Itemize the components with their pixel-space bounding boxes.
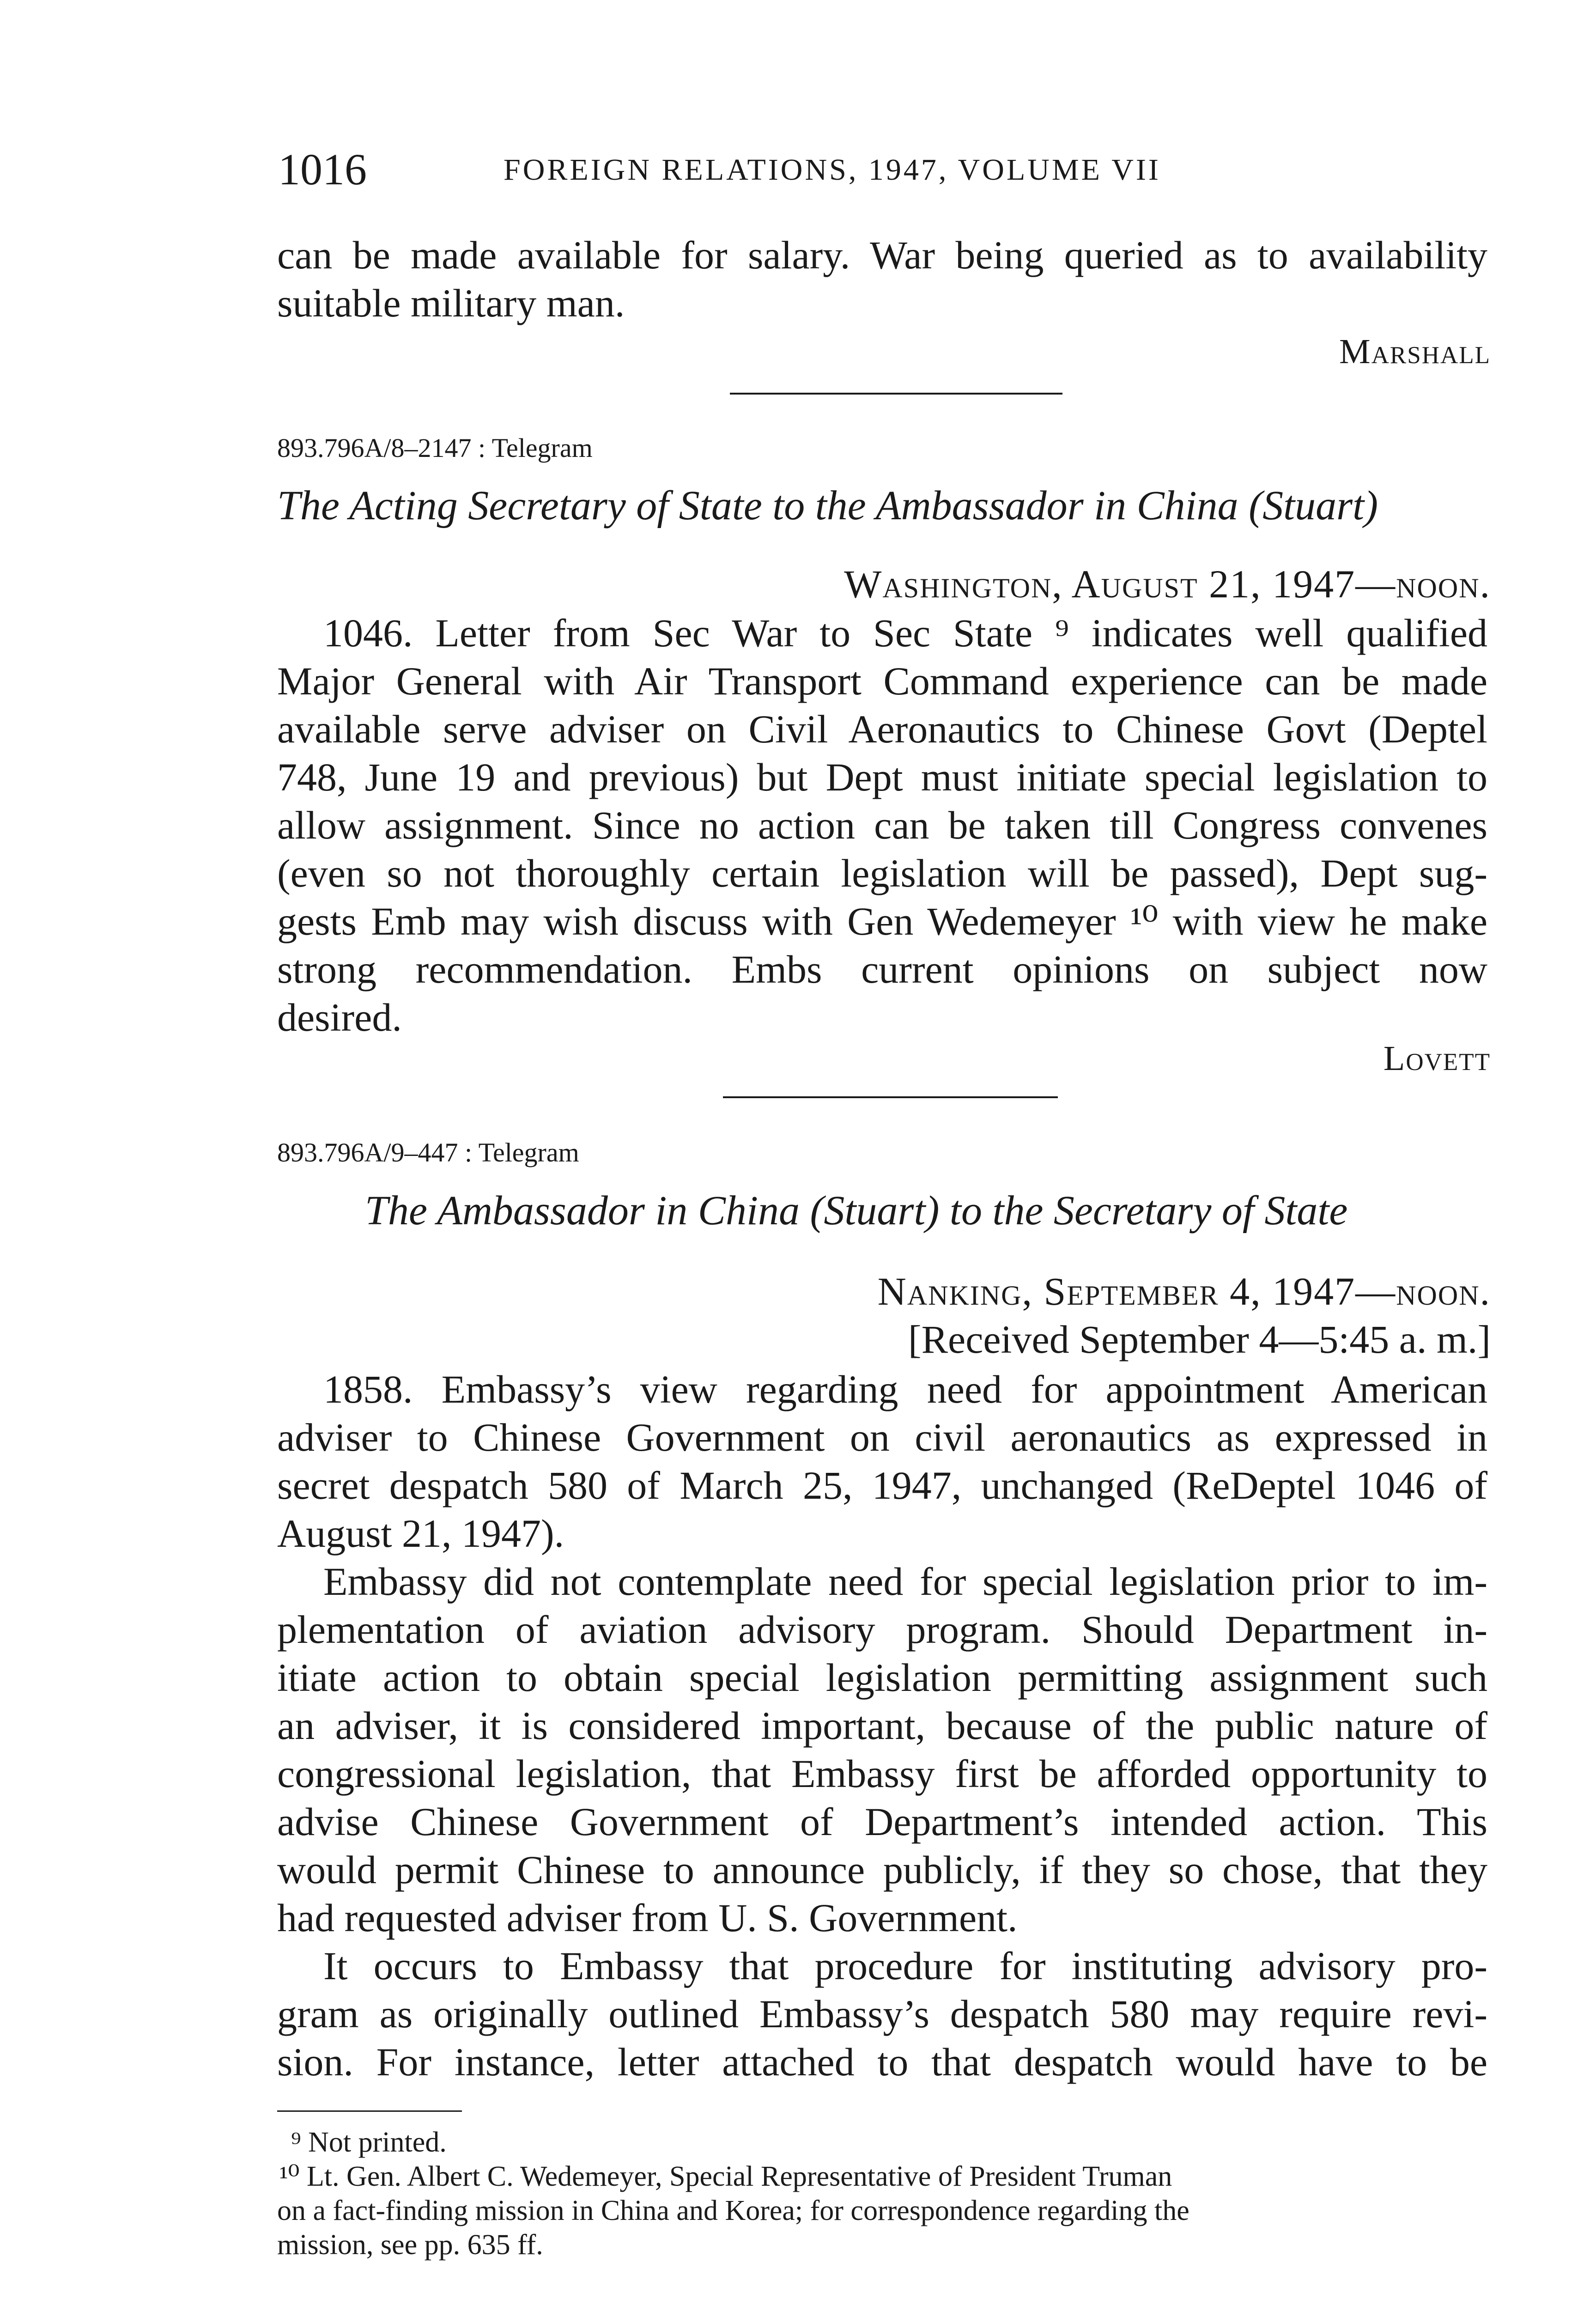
dateline: Nanking, September 4, 1947—noon. [877, 1269, 1491, 1313]
body-line: 1046. Letter from Sec War to Sec State ⁹ indicates well qualified [323, 611, 1487, 655]
body-line: can be made available for salary. War being queried as to availability [277, 233, 1487, 277]
footnote-divider [277, 2110, 462, 2112]
body-line: gests Emb may wish discuss with Gen Wedemeyer ¹⁰ with view he make [277, 899, 1487, 943]
body-line: Embassy did not contemplate need for special legislation prior to im- [323, 1559, 1487, 1604]
body-line: allow assignment. Since no action can be taken till Congress convenes [277, 803, 1487, 847]
body-line: 1858. Embassy’s view regarding need for appointment American [323, 1367, 1487, 1411]
body-line: (even so not thoroughly certain legislation will be passed), Dept sug- [277, 851, 1487, 895]
section-divider [730, 393, 1062, 395]
body-line: It occurs to Embassy that procedure for instituting advisory pro- [323, 1944, 1487, 1988]
body-line: sion. For instance, letter attached to that despatch would have to be [277, 2040, 1487, 2084]
body-line: gram as originally outlined Embassy’s despatch 580 may require revi- [277, 1992, 1487, 2036]
footnote: mission, see pp. 635 ff. [277, 2229, 543, 2261]
signature: Lovett [1383, 1039, 1491, 1078]
body-line: advise Chinese Government of Department’s intended action. This [277, 1799, 1487, 1844]
body-line: available serve adviser on Civil Aeronautics to Chinese Govt (Deptel [277, 707, 1487, 751]
body-line: congressional legislation, that Embassy first be afforded opportunity to [277, 1751, 1487, 1796]
body-line: 748, June 19 and previous) but Dept must initiate special legislation to [277, 755, 1487, 799]
body-line: strong recommendation. Embs current opinions on subject now [277, 947, 1487, 991]
document-title: The Ambassador in China (Stuart) to the Secretary of State [365, 1188, 1348, 1234]
body-line: would permit Chinese to announce publicly, if they so chose, that they [277, 1848, 1487, 1892]
body-line: an adviser, it is considered important, because of the public nature of [277, 1703, 1487, 1748]
running-head: FOREIGN RELATIONS, 1947, VOLUME VII [504, 153, 1161, 187]
body-line: suitable military man. [277, 281, 625, 325]
file-reference: 893.796A/9–447 : Telegram [277, 1137, 579, 1167]
body-line: desired. [277, 995, 402, 1040]
body-line: secret despatch 580 of March 25, 1947, unchanged (ReDeptel 1046 of [277, 1463, 1487, 1508]
file-reference: 893.796A/8–2147 : Telegram [277, 433, 593, 463]
body-line: had requested adviser from U. S. Government. [277, 1896, 1018, 1940]
section-divider [723, 1096, 1058, 1098]
signature: Marshall [1339, 332, 1491, 371]
body-line: adviser to Chinese Government on civil aeronautics as expressed in [277, 1415, 1487, 1459]
footnote: ⁹ Not printed. [291, 2127, 447, 2158]
footnote: ¹⁰ Lt. Gen. Albert C. Wedemeyer, Special Representative of President Truman [279, 2161, 1172, 2192]
body-line: August 21, 1947). [277, 1511, 564, 1556]
footnote: on a fact-finding mission in China and Korea; for correspondence regarding the [277, 2195, 1189, 2226]
page-number: 1016 [278, 145, 367, 194]
document-title: The Acting Secretary of State to the Ambassador in China (Stuart) [277, 483, 1378, 529]
body-line: Major General with Air Transport Command experience can be made [277, 659, 1487, 703]
body-line: plementation of aviation advisory program. Should Department in- [277, 1607, 1487, 1652]
dateline: Washington, August 21, 1947—noon. [844, 562, 1491, 606]
received-note: [Received September 4—5:45 a. m.] [908, 1317, 1491, 1362]
body-line: itiate action to obtain special legislation permitting assignment such [277, 1655, 1487, 1700]
